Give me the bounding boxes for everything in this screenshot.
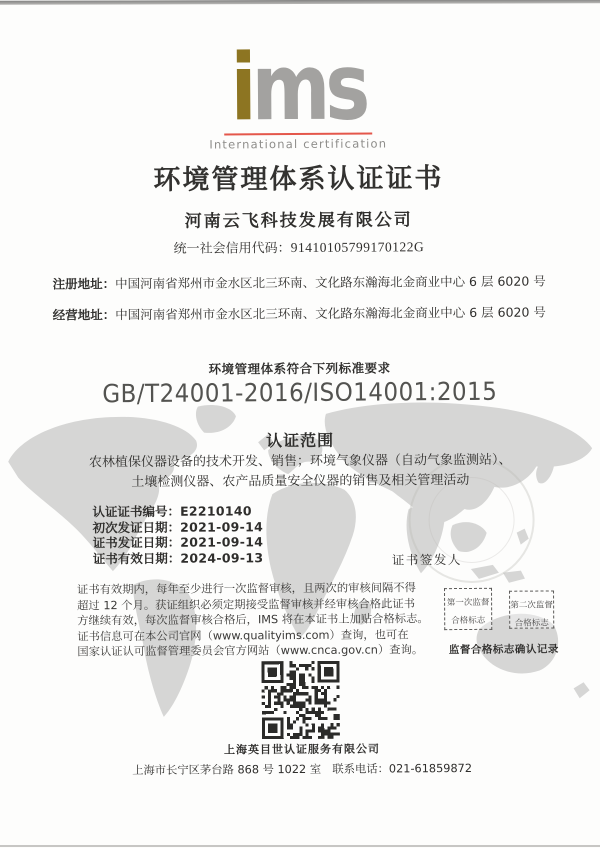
registered-address xyxy=(0,271,599,293)
supervision-box-first xyxy=(444,588,492,630)
supervision-box-second-line1: 第二次监督 xyxy=(510,600,553,611)
business-address xyxy=(0,302,599,324)
certificate-title: 环境管理体系认证证书 xyxy=(153,163,444,196)
notice-line: 方继续有效，每次监督审核合格后，IMS 将在本证书上加贴合格标志。 xyxy=(77,612,429,628)
logo-letters-ms: ms xyxy=(251,33,366,142)
supervision-box-second-line2: 合格标志 xyxy=(514,618,549,629)
footer-company: 上海英目世认证服务有限公司 xyxy=(223,742,381,757)
supervision-box-first-line1: 第一次监督 xyxy=(446,597,490,609)
issue-date-value: 2021-09-14 xyxy=(180,534,264,550)
logo xyxy=(0,33,598,152)
credit-code-line xyxy=(0,235,599,258)
cert-number-value: E2210140 xyxy=(180,503,252,519)
scope-title: 认证范围 xyxy=(266,430,335,451)
logo-subtitle: International certification xyxy=(209,136,388,152)
supervision-box-first-line2: 合格标志 xyxy=(451,615,486,627)
footer-address: 上海市长宁区茅台路 868 号 1022 室 联系电话：021-61859872 xyxy=(132,761,473,778)
issue-date-row xyxy=(93,534,264,551)
expiry-date-row xyxy=(93,550,264,567)
notice-paragraph xyxy=(77,580,429,660)
qr-code xyxy=(259,659,341,741)
scope-line: 土壤检测仪器、农产品质量安全仪器的销售及相关管理活动 xyxy=(131,472,470,491)
notice-line: 超过 12 个月。获证组织必须定期接受监督审核并经审核合格此证书 xyxy=(77,596,416,612)
first-issue-date-row xyxy=(93,519,264,536)
credit-code-label: 统一社会信用代码： xyxy=(173,241,291,257)
registered-address-label: 注册地址： xyxy=(52,276,116,292)
business-address-label: 经营地址： xyxy=(52,307,116,323)
issue-date-label: 证书发证日期： xyxy=(92,534,181,551)
registered-address-value: 中国河南省郑州市金水区北三环南、文化路东瀚海北金商业中心 6 层 6020 号 xyxy=(115,273,546,292)
notice-line: 国家认证认可监督管理委员会官方网站（www.cnca.gov.cn）查询。 xyxy=(77,643,424,659)
notice-line: 证书信息可在本公司官网（www.qualityims.com）查询，也可在 xyxy=(77,627,409,643)
scan-edge-bottom xyxy=(0,845,600,847)
logo-letter-i: i xyxy=(230,34,252,142)
certificate-details xyxy=(92,503,263,566)
standard-code: GB/T24001-2016/ISO14001:2015 xyxy=(102,376,498,409)
issuer-label: 证书签发人 xyxy=(391,552,462,568)
scope-line: 农林植保仪器设备的技术开发、销售；环境气象仪器（自动气象监测站）、 xyxy=(88,452,512,471)
cert-number-row xyxy=(92,503,263,520)
standard-intro: 环境管理体系符合下列标准要求 xyxy=(208,360,391,377)
business-address-value: 中国河南省郑州市金水区北三环南、文化路东瀚海北金商业中心 6 层 6020 号 xyxy=(115,304,546,323)
expiry-date-label: 证书有效日期： xyxy=(92,550,181,566)
notice-line: 证书有效期内，每年至少进行一次监督审核，且两次的审核间隔不得 xyxy=(76,581,416,597)
supervision-box-second xyxy=(509,590,554,628)
cert-number-label: 认证证书编号： xyxy=(92,503,181,520)
scope-text xyxy=(0,450,600,494)
first-issue-date-value: 2021-09-14 xyxy=(180,518,264,535)
first-issue-date-label: 初次发证日期： xyxy=(92,519,181,535)
company-name: 河南云飞科技发展有限公司 xyxy=(184,210,413,232)
expiry-date-value: 2024-09-13 xyxy=(180,549,264,566)
ims-logo xyxy=(230,33,366,142)
credit-code-value: 91410105799170122G xyxy=(290,239,425,256)
supervision-record-label: 监督合格标志确认记录 xyxy=(448,643,559,657)
